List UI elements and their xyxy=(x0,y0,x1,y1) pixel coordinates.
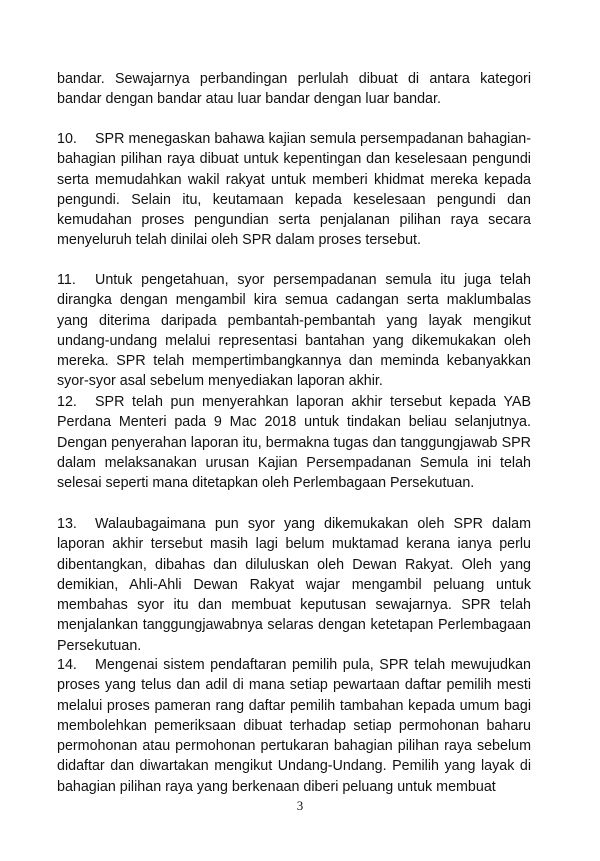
paragraph-13 xyxy=(57,514,531,656)
paragraph-text: bandar. Sewajarnya perbandingan perlulah dibuat di antara kategori bandar dengan bandar atau luar bandar dengan luar bandar. xyxy=(57,71,531,108)
paragraph-number: 14. xyxy=(57,657,77,673)
paragraph-number: 10. xyxy=(57,131,77,147)
paragraph-text: SPR telah pun menyerahkan laporan akhir tersebut kepada YAB Perdana Menteri pada 9 Mac 2018 untuk tindakan beliau selanjutnya. Dengan penyerahan laporan itu, bermakna tugas dan tanggungjawab SPR dalam melaksanakan urusan Kajian Persempadanan Semula ini telah selesai seperti mana ditetapkan oleh Perlembagaan Persekutuan. xyxy=(57,394,531,492)
paragraph-number: 11. xyxy=(57,272,76,288)
paragraph-text: Untuk pengetahuan, syor persempadanan semula itu juga telah dirangka dengan mengambil kira semua cadangan serta maklumbalas yang diterima daripada pembantah-pembantah yang layak mengikut undang-undang melalui representasi bantahan yang dikemukakan oleh mereka. SPR telah mempertimbangkannya dan meminda kebanyakkan syor-syor asal sebelum menyediakan laporan akhir. xyxy=(57,272,531,390)
paragraph-12 xyxy=(57,392,531,493)
paragraph-11 xyxy=(57,270,531,392)
paragraph-14 xyxy=(57,655,531,797)
paragraph-continuation xyxy=(57,69,531,110)
paragraph-text: Mengenai sistem pendaftaran pemilih pula, SPR telah mewujudkan proses yang telus dan adil di mana setiap pewartaan daftar pemilih mesti melalui proses pameran rang daftar pemilih tambahan kepada umum bagi membolehkan pemeriksaan dibuat terhadap setiap permohonan baharu permohonan atau permohonan pertukaran bahagian pilihan raya sebelum didaftar dan diwartakan mengikut Undang-Undang. Pemilih yang layak di bahagian pilihan raya yang berkenaan diberi peluang untuk membuat xyxy=(57,657,531,795)
paragraph-number: 13. xyxy=(57,516,77,532)
paragraph-10 xyxy=(57,129,531,251)
paragraph-text: Walaubagaimana pun syor yang dikemukakan oleh SPR dalam laporan akhir tersebut masih lagi belum muktamad kerana ianya perlu dibentangkan, dibahas dan diluluskan oleh Dewan Rakyat. Oleh yang demikian, Ahli-Ahli Dewan Rakyat wajar mengambil peluang untuk membahas syor itu dan membuat keputusan sewajarnya. SPR telah menjalankan tanggungjawabnya selaras dengan ketetapan Perlembagaan Persekutuan. xyxy=(57,516,531,654)
paragraph-number: 12. xyxy=(57,394,77,410)
paragraph-text: SPR menegaskan bahawa kajian semula persempadanan bahagian-bahagian pilihan raya dibuat untuk kepentingan dan keselesaan pengundi serta memudahkan wakil rakyat untuk memberi khidmat mereka kepada pengundi. Selain itu, keutamaan kepada keselesaan pengundi dan kemudahan proses pengundian serta penjalanan pilihan raya secara menyeluruh telah dinilai oleh SPR dalam proses tersebut. xyxy=(57,131,531,249)
page-number: 3 xyxy=(296,798,304,813)
